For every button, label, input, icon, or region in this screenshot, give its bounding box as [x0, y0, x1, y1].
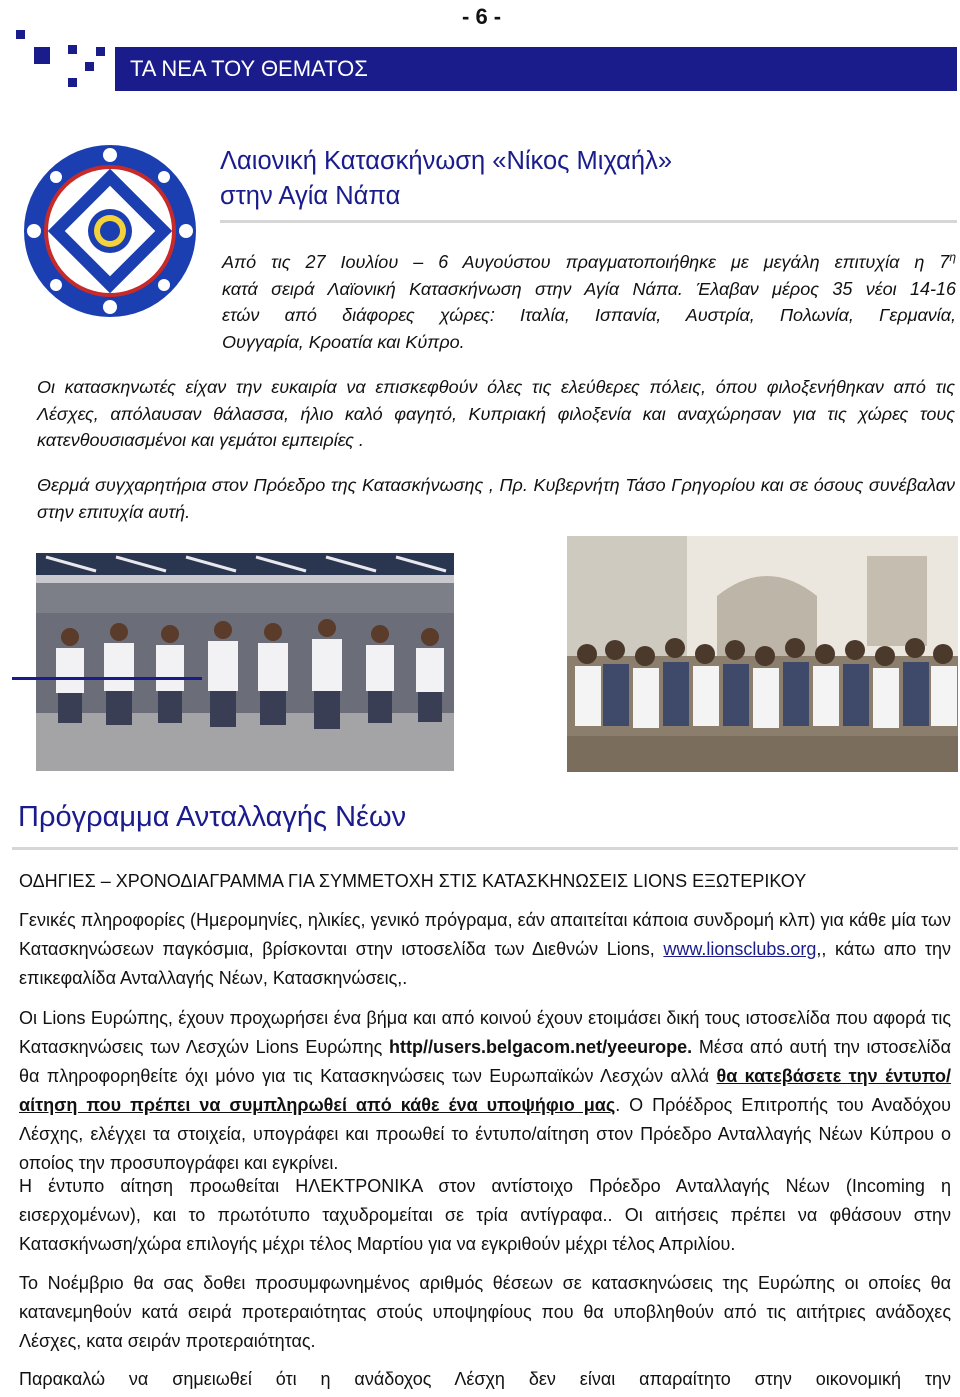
page-number: - 6 - [462, 4, 502, 29]
section-paragraph: Το Νοέμβριο θα σας δοθει προσυμφωνημένος αριθμός θέσεων σε κατασκηνώσεις της Ευρώπης οι οποίες θα κατανεμηθούν κατά σειρά προτεραιότητας στούς υποψηφίους που θα υποβληθούν από τις αιτήτριες ανάδοχες Λέσχες, κατα σειράν προτεραιότητας. [19, 1273, 951, 1351]
header-square-small [16, 30, 25, 39]
intro-line: ετών από διάφορες χώρες: Ιταλία, Ισπανία, Αυστρία, Πολωνία, Γερμανία, [222, 305, 956, 325]
section-subtitle: ΟΔΗΓΙΕΣ – ΧΡΟΝΟΔΙΑΓΡΑΜΜΑ ΓΙΑ ΣΥΜΜΕΤΟΧΗ ΣΤΙΣ ΚΑΤΑΣΚΗΝΩΣΕΙΣ LIONS ΕΞΩΤΕΡΙΚΟΥ [19, 871, 807, 891]
intro-line: Ουγγαρία, Κροατία και Κύπρο. [222, 331, 465, 352]
article-intro [222, 249, 956, 355]
camp-logo [22, 143, 198, 319]
article-paragraph: Θερμά συγχαρητήρια στον Πρόεδρο της Κατασκήνωσης , Πρ. Κυβερνήτη Τάσο Γρηγορίου και σε όσους συνέβαλαν στην επιτυχία αυτή. [37, 475, 955, 522]
intro-line: Από τις 27 Ιουλίου – 6 Αυγούστου πραγματοποιήθηκε με μεγάλη επιτυχία η $7^\eta$ [222, 250, 956, 272]
article-paragraph: Οι κατασκηνωτές είχαν την ευκαιρία να επισκεφθούν όλες τις ελεύθερες πόλεις, όπου φιλοξενήθηκαν από τις Λέσχες, απόλαυσαν θάλασσα, ήλιο καλό φαγητό, Κυπριακή φιλοξενία και αναχώρησαν για τις χώρες τους κατενθουσιασμένοι και γεμάτοι εμπειρίες . [37, 377, 955, 450]
header-title: ΤΑ ΝΕΑ ΤΟΥ ΘΕΜΑΤΟΣ [130, 56, 368, 81]
article-title-line: στην Αγία Νάπα [220, 182, 401, 210]
camp-dance-photo [36, 553, 454, 771]
emphasis-text: θα κατεβάσετε την έντυπο/αίτηση που πρέπει να συμπληρωθεί από κάθε ένα υποψήφιο μας [19, 1066, 951, 1115]
section-divider [12, 847, 958, 850]
header-square-small [68, 78, 77, 87]
section-paragraph: Παρακαλώ να σημειωθεί ότι η ανάδοχος Λέσχη δεν είναι απαραίτητο στην οικονομική την [19, 1369, 951, 1389]
section-title: Πρόγραμμα Ανταλλαγής Νέων [18, 801, 407, 833]
section-paragraph: Η έντυπο αίτηση προωθείται ΗΛΕΚΤΡΟΝΙΚΑ στον αντίστοιχο Πρόεδρο Ανταλλαγής Νέων (Incoming η εισερχομένων), και το πρωτότυπο ταχυδρομείται σε τρία αντίγραφα.. Οι αιτήσεις πρέπει να φθάσουν στην Κατασκήνωση/χώρα επιλογής μέχρι τέλος Μαρτίου για να εγκριθούν μέχρι τέλος Απριλίου. [19, 1176, 951, 1254]
header-square-large [34, 47, 50, 64]
section-paragraph: Γενικές πληροφορίες (Ημερομηνίες, ηλικίες, γενικό πρόγραμα, εάν απαιτείται κάποια συνδρομή κλπ) για κάθε μία των Κατασκηνώσεων παγκόσμια, βρίσκονται στην ιστοσελίδα των Διεθνών Lions, www.lionsclubs.org,, κάτω απο την επικεφαλίδα Ανταλλαγής Νέων, Κατασκηνώσεις,. [19, 910, 951, 988]
header-square-small [96, 47, 105, 56]
title-divider [220, 220, 957, 223]
header-square-small [68, 45, 77, 54]
camp-group-photo [567, 536, 958, 772]
intro-line: κατά σειρά Λαϊονική Κατασκήνωση στην Αγία Νάπα. Έλαβαν μέρος 35 νέοι 14-16 [222, 278, 956, 299]
section-paragraph: Οι Lions Ευρώπης, έχουν προχωρήσει ένα βήμα και από κοινού έχουν ετοιμάσει δική τους ιστοσελίδα που αφορά τις Κατασκηνώσεις των Λεσχών Lions Ευρώπης http//users.belgacom.net/yeeurope. Μέσα από αυτή την ιστοσελίδα θα πληροφορηθείτε όχι μόνο για τις Κατασκηνώσεις των Ευρωπαϊκών Λεσχών αλλά θα κατεβάσετε την έντυπο/αίτηση που πρέπει να συμπληρωθεί από κάθε ένα υποψήφιο μας. Ο Πρόέδρος Επιτροπής του Αναδόχου Λέσχης, ελέγχει τα στοιχεία, υπογράφει και προωθεί το έντυπο/αίτηση στον Πρόεδρο Ανταλλαγής Νέων Κύπρου ο οποίος την προσυπογράφει και εγκρίνει. [19, 1008, 951, 1173]
header-square-small [85, 62, 94, 71]
decorative-line [12, 677, 202, 680]
lionsclubs-link[interactable]: www.lionsclubs.org [663, 939, 817, 959]
article-title [220, 144, 960, 214]
article-title-line: Λαιονική Κατασκήνωση «Νίκος Μιχαήλ» [220, 147, 673, 175]
yeeurope-url[interactable]: http//users.belgacom.net/yeeurope. [389, 1037, 693, 1057]
